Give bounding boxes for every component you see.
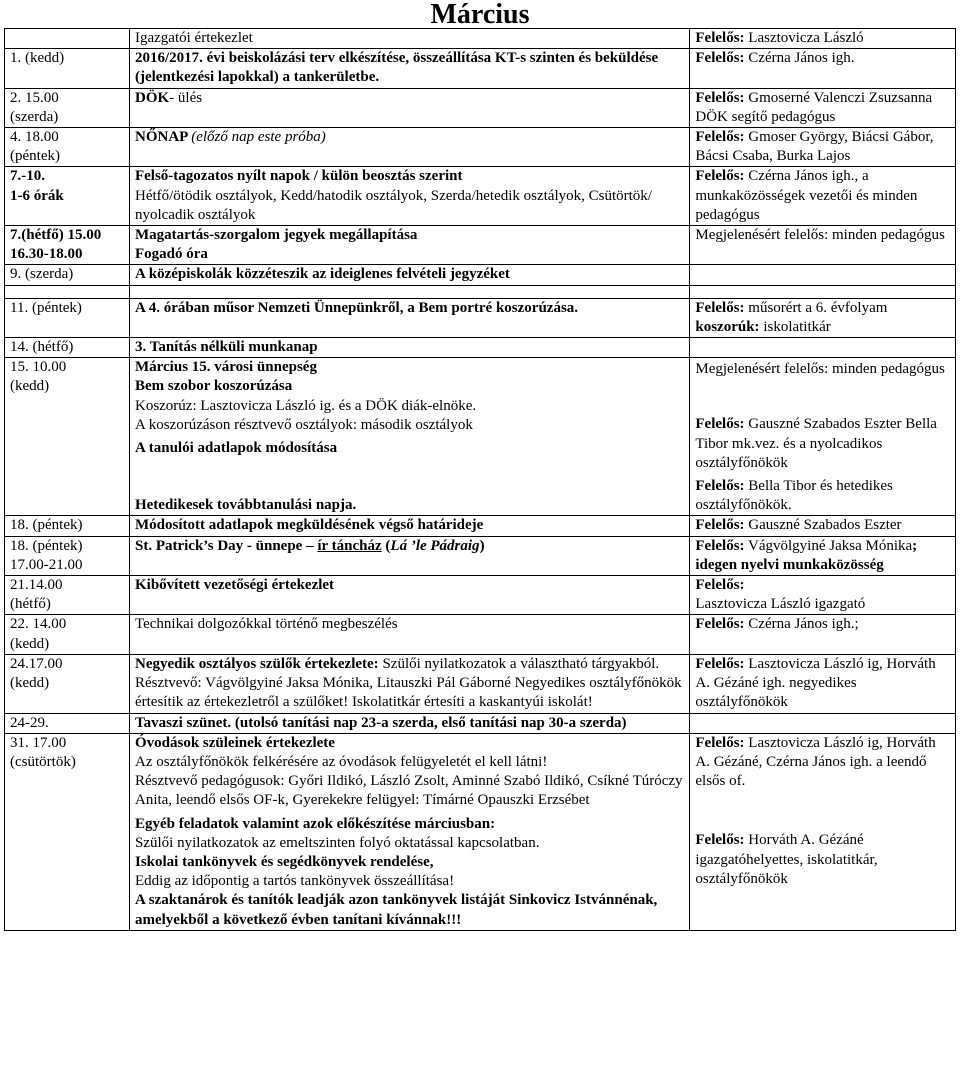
date-text: 18. (péntek) (10, 517, 83, 534)
desc-cell (129, 128, 689, 167)
resp-text: Lasztovicza László (744, 30, 864, 46)
desc-cell (129, 88, 689, 127)
resp-cell (690, 265, 956, 285)
resp-cell (690, 733, 956, 930)
date-cell (5, 516, 130, 536)
table-row (5, 615, 956, 654)
event-text: 3. Tanítás nélküli munkanap (134, 339, 318, 356)
event-title: NŐNAP (134, 129, 192, 146)
page-title: Március (430, 0, 530, 30)
date-cell (5, 88, 130, 127)
resp-cell (690, 576, 956, 615)
resp-text: Vágvölgyiné Jaksa Mónika (744, 537, 913, 554)
event-text: Hétfő/ötödik osztályok, Kedd/hatodik osztályok, Szerda/hetedik osztályok, Csütörtök/ nyolcadik osztályok (134, 187, 652, 223)
table-row (5, 49, 956, 88)
desc-cell (129, 576, 689, 615)
event-text: - ülés (169, 89, 203, 106)
desc-cell (129, 536, 689, 575)
resp-label: Felelős: (695, 655, 745, 672)
resp-label: Felelős: (695, 129, 745, 146)
table-row (5, 226, 956, 265)
date-cell (5, 358, 130, 516)
event-title: Negyedik osztályos szülők értekezlete: (134, 655, 379, 672)
resp-cell (690, 167, 956, 226)
table-row (5, 29, 956, 49)
resp-label: Felelős: (695, 517, 745, 534)
table-row (5, 128, 956, 167)
event-text: A középiskolák közzéteszik az ideiglenes felvételi jegyzéket (134, 266, 510, 283)
resp-text: Lasztovicza László ig, Horváth A. Gézáné igh. negyedikes osztályfőnökök (695, 655, 936, 711)
resp-label: Felelős: (695, 734, 745, 751)
desc-cell (129, 226, 689, 265)
date-text: 31. 17.00 (10, 734, 67, 751)
date-text: 22. 14.00 (10, 616, 67, 633)
event-title: Iskolai tankönyvek és segédkönyvek rendelése, (134, 853, 434, 870)
date-text: 11. (péntek) (10, 299, 82, 316)
event-text: Igazgatói értekezlet (134, 30, 253, 46)
day-text: (kedd) (10, 675, 50, 692)
resp-label: koszorúk: (695, 318, 760, 335)
desc-cell (129, 298, 689, 337)
event-title: Egyéb feladatok valamint azok előkészítése márciusban: (134, 815, 496, 832)
date-text: 15. 10.00 (10, 359, 67, 376)
resp-cell (690, 49, 956, 88)
event-title: Hetedikesek továbbtanulási napja. (134, 497, 357, 514)
event-note: (előző nap este próba) (191, 129, 326, 146)
resp-cell (690, 713, 956, 733)
event-title: Bem szobor koszorúzása (134, 378, 293, 395)
desc-cell (129, 733, 689, 930)
resp-text: Horváth A. Gézáné igazgatóhelyettes, iskolatitkár, osztályfőnökök (695, 832, 878, 887)
event-text: Koszorúz: Lasztovicza László ig. és a DÖK diák-elnöke. (134, 397, 477, 414)
event-text: A 4. órában műsor Nemzeti Ünnepünkről, a Bem portré koszorúzása. (134, 299, 579, 316)
event-title: St. Patrick’s Day - ünnepe (134, 537, 303, 554)
date-cell (5, 29, 130, 49)
resp-cell (690, 536, 956, 575)
date-text: 7.-10. (10, 168, 45, 185)
resp-label: Felelős: (695, 416, 745, 433)
resp-text: Bella Tibor és hetedikes osztályfőnökök. (695, 478, 893, 514)
date-cell (5, 654, 130, 713)
resp-cell (690, 338, 956, 358)
resp-text: Gmoserné Valenczi Zsuzsanna DÖK segítő pedagógus (695, 89, 933, 125)
schedule-table (4, 28, 956, 931)
time-text: 17.00-21.00 (10, 556, 83, 573)
event-title: DÖK (134, 89, 170, 106)
desc-cell (129, 654, 689, 713)
date-cell (5, 128, 130, 167)
date-text: 24-29. (10, 714, 49, 731)
resp-cell (690, 128, 956, 167)
day-text: (csütörtök) (10, 753, 76, 770)
event-text: Résztvevő pedagógusok: Győri Ildikó, László Zsolt, Aminné Szabó Ildikó, Csíkné Túróczy Anita, leendő elsős OF-k, Gyerekekre felügyel: Tímárné Opauszki Erzsébet (134, 773, 683, 809)
resp-text: Lasztovicza László ig, Horváth A. Gézáné, Czérna János igh. a leendő elsős of. (695, 734, 936, 790)
resp-cell (690, 654, 956, 713)
resp-label: Felelős: (695, 89, 745, 106)
day-text: 16.30-18.00 (10, 246, 83, 263)
table-row (5, 167, 956, 226)
event-title: Lá ’le Pádraig (390, 537, 480, 554)
resp-label: Felelős: (695, 478, 745, 495)
desc-cell (129, 713, 689, 733)
event-text: Szülői nyilatkozatok a választható tárgyakból. Résztvevő: Vágvölgyiné Jaksa Mónika, Litauszki Pál Gáborné Negyedikes osztályfőnökök értesítik az értekezletről a szülőket! Iskolatitkár értesíti a kaskantyúi iskolát! (134, 655, 682, 711)
table-row (5, 338, 956, 358)
resp-text: műsorért a 6. évfolyam (744, 299, 888, 316)
resp-label: Felelős: (695, 577, 745, 594)
resp-label: Felelős: (695, 50, 745, 67)
resp-label: Felelős: (695, 616, 745, 633)
date-cell (5, 49, 130, 88)
date-cell (5, 226, 130, 265)
resp-text: Megjelenésért felelős: minden pedagógus (695, 361, 945, 378)
event-title: Óvodások szüleinek értekezlete (134, 734, 335, 751)
table-row (5, 654, 956, 713)
event-title: ) (479, 537, 485, 554)
table-row (5, 576, 956, 615)
resp-cell (690, 29, 956, 49)
event-title: Magatartás-szorgalom jegyek megállapítása (134, 227, 418, 244)
event-text: Kibővített vezetőségi értekezlet (134, 577, 335, 594)
spacer-row (5, 285, 956, 298)
date-cell (5, 298, 130, 337)
day-text: (kedd) (10, 635, 50, 652)
resp-cell (690, 358, 956, 516)
resp-cell (690, 615, 956, 654)
event-text: Technikai dolgozókkal történő megbeszélés (134, 616, 398, 633)
table-row (5, 298, 956, 337)
desc-cell (129, 49, 689, 88)
resp-text: Lasztovicza László igazgató (695, 596, 866, 613)
day-text: (péntek) (10, 148, 60, 165)
resp-label: Felelős: (695, 299, 745, 316)
resp-label: Felelős: (695, 30, 745, 46)
event-text: Módosított adatlapok megküldésének végső határideje (134, 517, 484, 534)
date-cell (5, 615, 130, 654)
desc-cell (129, 167, 689, 226)
resp-cell (690, 516, 956, 536)
table-row (5, 358, 956, 516)
event-title: Március 15. városi ünnepség (134, 359, 317, 376)
event-title: Felső-tagozatos nyílt napok / külön beosztás szerint (134, 168, 463, 185)
resp-label: Felelős: (695, 168, 745, 185)
desc-cell (129, 615, 689, 654)
table-row (5, 713, 956, 733)
day-text: (hétfő) (10, 596, 51, 613)
resp-text: Czérna János igh., a munkaközösségek vezetői és minden pedagógus (695, 168, 918, 223)
resp-cell (690, 88, 956, 127)
event-title: ( (381, 537, 391, 554)
date-cell (5, 167, 130, 226)
event-text: A koszorúzáson résztvevő osztályok: második osztályok (134, 416, 473, 433)
table-row (5, 88, 956, 127)
resp-cell (690, 298, 956, 337)
date-text: 2. 15.00 (10, 89, 59, 106)
day-text: (szerda) (10, 108, 59, 125)
resp-text: ; idegen nyelvi munkaközösség (695, 537, 918, 573)
date-text: 7.(hétfő) 15.00 (10, 227, 102, 244)
date-cell (5, 536, 130, 575)
resp-text: Megjelenésért felelős: minden pedagógus (695, 227, 945, 244)
date-text: 21.14.00 (10, 577, 63, 594)
desc-cell (129, 265, 689, 285)
resp-text: Czérna János igh.; (744, 616, 859, 633)
date-cell (5, 576, 130, 615)
resp-text: Gauszné Szabados Eszter (744, 517, 902, 534)
resp-label: Felelős: (695, 832, 745, 849)
resp-text: Gauszné Szabados Eszter Bella Tibor mk.vez. és a nyolcadikos osztályfőnökök (695, 416, 937, 471)
date-cell (5, 265, 130, 285)
date-text: 9. (szerda) (10, 266, 74, 283)
table-row (5, 516, 956, 536)
desc-cell (129, 358, 689, 516)
date-text: 18. (péntek) (10, 537, 83, 554)
date-text: 4. 18.00 (10, 129, 59, 146)
day-text: 1-6 órák (10, 187, 64, 204)
date-cell (5, 338, 130, 358)
resp-text: Czérna János igh. (744, 50, 855, 67)
event-text: 2016/2017. évi beiskolázási terv elkészítése, összeállítása KT-s szinten és beküldése (jelentkezési lapokkal) a tankerületbe. (134, 50, 659, 86)
event-text: Fogadó óra (134, 246, 208, 263)
resp-label: Felelős: (695, 537, 745, 554)
event-text: Az osztályfőnökök felkérésére az óvodások felügyeletét el kell látni! (134, 753, 548, 770)
table-row (5, 733, 956, 930)
resp-text: iskolatitkár (759, 318, 831, 335)
event-title: A tanulói adatlapok módosítása (134, 440, 338, 457)
event-title: A szaktanárok és tanítók leadják azon tankönyvek listáját Sinkovicz Istvánnénak, amelyekből a következő évben tanítani kívánnak!!! (134, 892, 658, 928)
event-title: ír táncház (317, 537, 382, 554)
date-text: 24.17.00 (10, 655, 63, 672)
date-cell (5, 733, 130, 930)
date-text: 14. (hétfő) (10, 339, 74, 356)
event-text: Tavaszi szünet. (utolsó tanítási nap 23-a szerda, első tanítási nap 30-a szerda) (134, 714, 627, 731)
date-text: 1. (kedd) (10, 50, 65, 67)
desc-cell (129, 29, 689, 49)
resp-text: Gmoser György, Biácsi Gábor, Bácsi Csaba, Burka Lajos (695, 129, 934, 165)
table-row (5, 265, 956, 285)
resp-cell (690, 226, 956, 265)
date-cell (5, 713, 130, 733)
event-title: – (302, 537, 318, 554)
event-text: Eddig az időpontig a tartós tankönyvek összeállítása! (134, 873, 455, 890)
table-row (5, 536, 956, 575)
desc-cell (129, 338, 689, 358)
event-text: Szülői nyilatkozatok az emeltszinten folyó oktatással kapcsolatban. (134, 834, 540, 851)
day-text: (kedd) (10, 378, 50, 395)
desc-cell (129, 516, 689, 536)
